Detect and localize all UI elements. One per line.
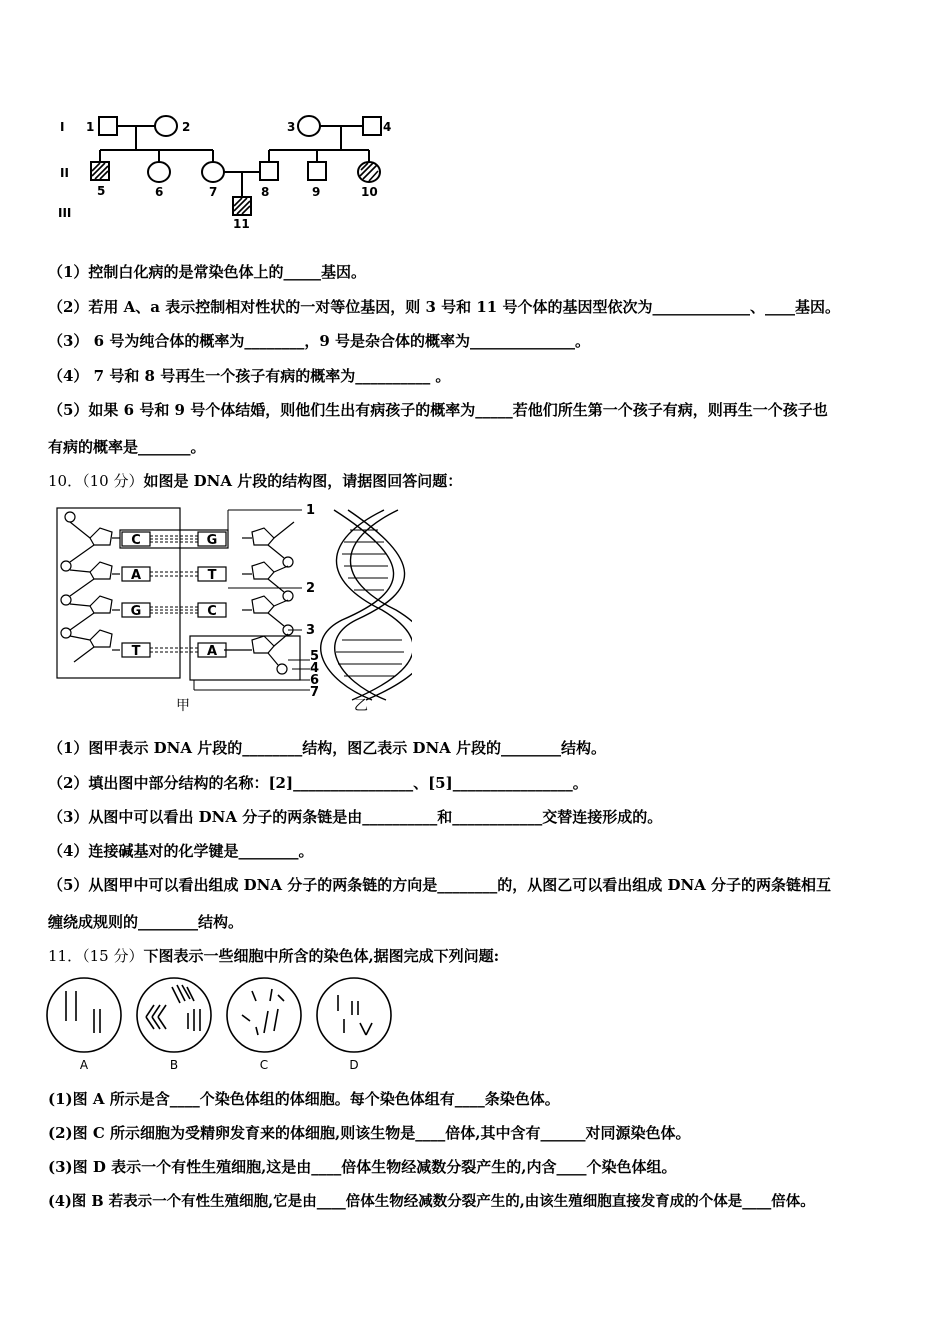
q9-item-3: （3） 6 号为纯合体的概率为________，9 号是杂合体的概率为______________。 [48, 332, 590, 350]
individual-6-female [148, 162, 170, 182]
cell-label-d: D [349, 1058, 359, 1072]
individual-3-female [298, 116, 320, 136]
individual-label: 9 [312, 185, 321, 199]
cell-c [227, 978, 301, 1052]
cell-a [47, 978, 121, 1052]
individual-11-affected-male [233, 197, 251, 215]
q11-heading [48, 945, 499, 966]
q10-heading [48, 470, 462, 491]
base-left-3: G [130, 604, 142, 619]
right-backbone [224, 522, 294, 674]
base-right-3: C [207, 604, 217, 619]
base-left-1: C [131, 533, 141, 548]
base-right-2: T [207, 568, 217, 583]
q11-score: （15 分） [82, 947, 144, 965]
q10-score: （10 分） [82, 472, 144, 490]
label-2: 2 [306, 581, 316, 596]
q10-item-1: （1）图甲表示 DNA 片段的________结构，图乙表示 DNA 片段的________结构。 [48, 739, 607, 757]
q10-item-3: （3）从图中可以看出 DNA 分子的两条链是由__________和____________交替连接形成的。 [48, 808, 663, 826]
q10-item-5-cont: 缠绕成规则的________结构。 [48, 913, 244, 931]
q9-item-4: （4） 7 号和 8 号再生一个孩子有病的概率为__________ 。 [48, 367, 451, 385]
individual-label: 11 [233, 217, 250, 230]
individual-label: 3 [287, 120, 296, 134]
q9-item-5-cont: 有病的概率是_______。 [48, 438, 206, 456]
individual-label: 2 [182, 120, 191, 134]
q11-title: 下图表示一些细胞中所含的染色体,据图完成下列问题: [143, 947, 500, 965]
individual-4-male [363, 117, 381, 135]
chromosome-cells-figure [42, 975, 402, 1075]
cell-d [317, 978, 391, 1052]
base-left-4: T [131, 644, 141, 659]
q10-title: 如图是 DNA 片段的结构图，请据图回答问题： [143, 472, 463, 490]
base-left-2: A [130, 568, 142, 583]
q9-item-1: （1）控制白化病的是常染色体上的_____基因。 [48, 263, 366, 281]
cell-label-b: B [169, 1058, 179, 1072]
individual-label: 4 [383, 120, 392, 134]
caption-jia: 甲 [176, 698, 190, 714]
base-right-1: G [206, 533, 218, 548]
q10-number: 10． [48, 472, 83, 490]
individual-2-female [155, 116, 177, 136]
q11-item-2: (2)图 C 所示细胞为受精卵发育来的体细胞,则该生物是____倍体,其中含有______对同源染色体。 [48, 1124, 691, 1142]
individual-5-affected-male [91, 162, 109, 180]
q11-item-1: (1)图 A 所示是含____个染色体组的体细胞。每个染色体组有____条染色体。 [48, 1090, 560, 1108]
generation-label: I [60, 120, 65, 134]
cell-label-c: C [259, 1058, 269, 1072]
left-backbone [61, 512, 120, 662]
individual-8-male [260, 162, 278, 180]
label-1: 1 [306, 503, 316, 518]
individual-label: 6 [155, 185, 164, 199]
individual-label: 10 [361, 185, 378, 199]
individual-9-male [308, 162, 326, 180]
q10-item-5: （5）从图甲中可以看出组成 DNA 分子的两条链的方向是________的，从图乙可以看出组成 DNA 分子的两条链相互 [48, 876, 832, 894]
label-3: 3 [306, 623, 316, 638]
q11-item-3: (3)图 D 表示一个有性生殖细胞,这是由____倍体生物经减数分裂产生的,内含____个染色体组。 [48, 1158, 677, 1176]
pedigree-chart [55, 105, 405, 230]
q10-item-2: （2）填出图中部分结构的名称：[2]________________、[5]________________。 [48, 774, 588, 792]
caption-yi: 乙 [354, 698, 368, 714]
base-right-4: A [206, 644, 218, 659]
individual-label: 5 [97, 184, 106, 198]
label-6: 6 [310, 673, 320, 688]
generation-label: II [60, 166, 69, 180]
q9-item-5: （5）如果 6 号和 9 号个体结婚，则他们生出有病孩子的概率为_____若他们所生第一个孩子有病，则再生一个孩子也 [48, 401, 828, 419]
cell-label-a: A [79, 1058, 89, 1072]
individual-label: 8 [261, 185, 270, 199]
individual-1-male [99, 117, 117, 135]
individual-label: 1 [86, 120, 95, 134]
label-5: 5 [310, 649, 320, 664]
q9-item-2: （2）若用 A、a 表示控制相对性状的一对等位基因，则 3 号和 11 号个体的基因型依次为_____________、____基因。 [48, 298, 840, 316]
q10-item-4: （4）连接碱基对的化学键是________。 [48, 842, 314, 860]
dna-structure-figure [52, 500, 412, 715]
q11-number: 11． [48, 947, 83, 965]
individual-label: 7 [209, 185, 218, 199]
generation-label: III [58, 206, 72, 220]
individual-7-female [202, 162, 224, 182]
label-4: 4 [310, 661, 320, 676]
q11-item-4: (4)图 B 若表示一个有性生殖细胞,它是由____倍体生物经减数分裂产生的,由该生殖细胞直接发育成的个体是____倍体。 [48, 1193, 815, 1210]
label-7: 7 [310, 685, 320, 700]
